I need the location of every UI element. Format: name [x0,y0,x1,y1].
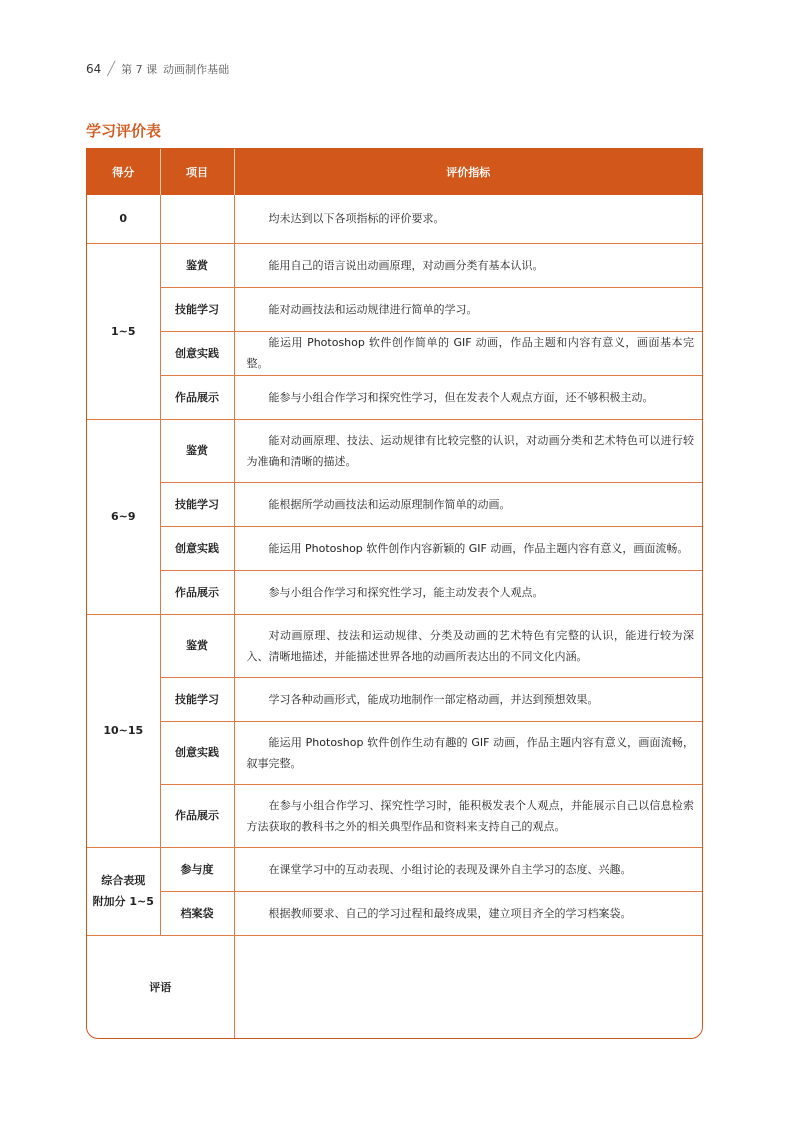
evaluation-table [86,148,703,1039]
page-header [86,61,229,77]
item-cell: 鉴赏 [160,243,234,287]
item-cell: 档案袋 [160,891,234,935]
table-row [87,287,702,331]
criteria-cell: 能对动画技法和运动规律进行简单的学习。 [234,287,702,331]
criteria-cell: 能运用 Photoshop 软件创作生动有趣的 GIF 动画，作品主题内容有意义，画面流畅，叙事完整。 [234,721,702,784]
comment-label: 评语 [87,935,234,1039]
criteria-cell: 能根据所学动画技法和运动原理制作简单的动画。 [234,482,702,526]
item-cell: 技能学习 [160,287,234,331]
section-title: 学习评价表 [86,122,162,140]
lesson-title: 动画制作基础 [163,63,230,76]
score-line: 附加分 1~5 [92,895,154,908]
criteria-cell: 在参与小组合作学习、探究性学习时，能积极发表个人观点，并能展示自己以信息检索方法获取的教科书之外的相关典型作品和资料来支持自己的观点。 [234,784,702,847]
table-row [87,419,702,482]
score-cell: 10~15 [87,614,160,847]
criteria-cell: 能对动画原理、技法、运动规律有比较完整的认识，对动画分类和艺术特色可以进行较为准确和清晰的描述。 [234,419,702,482]
criteria-cell: 根据教师要求、自己的学习过程和最终成果，建立项目齐全的学习档案袋。 [234,891,702,935]
criteria-cell: 能用自己的语言说出动画原理，对动画分类有基本认识。 [234,243,702,287]
table-row [87,935,702,1039]
table-row [87,614,702,677]
item-cell: 技能学习 [160,482,234,526]
criteria-cell: 参与小组合作学习和探究性学习，能主动发表个人观点。 [234,570,702,614]
header-divider: ╱ [107,61,116,77]
table-row [87,677,702,721]
score-line: 综合表现 [101,874,146,887]
score-cell: 0 [87,195,160,243]
table-row [87,847,702,891]
item-cell: 创意实践 [160,721,234,784]
item-cell: 参与度 [160,847,234,891]
table-row [87,375,702,419]
header-criteria: 评价指标 [234,149,702,195]
table-row [87,195,702,243]
table-row [87,526,702,570]
item-cell: 创意实践 [160,526,234,570]
item-cell [160,195,234,243]
criteria-cell: 能参与小组合作学习和探究性学习，但在发表个人观点方面，还不够积极主动。 [234,375,702,419]
table-row [87,570,702,614]
lesson-number: 第 7 课 [121,63,158,76]
item-cell: 创意实践 [160,331,234,375]
item-cell: 鉴赏 [160,419,234,482]
criteria-cell: 对动画原理、技法和运动规律、分类及动画的艺术特色有完整的认识，能进行较为深入、清晰地描述，并能描述世界各地的动画所表达出的不同文化内涵。 [234,614,702,677]
table-row [87,891,702,935]
score-cell: 6~9 [87,419,160,614]
criteria-cell: 能运用 Photoshop 软件创作简单的 GIF 动画，作品主题和内容有意义，画面基本完整。 [234,331,702,375]
item-cell: 技能学习 [160,677,234,721]
item-cell: 作品展示 [160,784,234,847]
criteria-cell: 学习各种动画形式，能成功地制作一部定格动画，并达到预想效果。 [234,677,702,721]
table-row [87,482,702,526]
table-row [87,243,702,287]
header-item: 项目 [160,149,234,195]
comment-field[interactable] [234,935,702,1039]
item-cell: 作品展示 [160,570,234,614]
criteria-cell: 能运用 Photoshop 软件创作内容新颖的 GIF 动画，作品主题内容有意义，画面流畅。 [234,526,702,570]
item-cell: 鉴赏 [160,614,234,677]
item-cell: 作品展示 [160,375,234,419]
table-row [87,784,702,847]
header-score: 得分 [87,149,160,195]
criteria-cell: 均未达到以下各项指标的评价要求。 [234,195,702,243]
table-row [87,331,702,375]
page-number: 64 [86,62,102,76]
table-header-row [87,149,702,195]
table-row [87,721,702,784]
score-cell [87,847,160,935]
score-cell: 1~5 [87,243,160,419]
criteria-cell: 在课堂学习中的互动表现、小组讨论的表现及课外自主学习的态度、兴趣。 [234,847,702,891]
